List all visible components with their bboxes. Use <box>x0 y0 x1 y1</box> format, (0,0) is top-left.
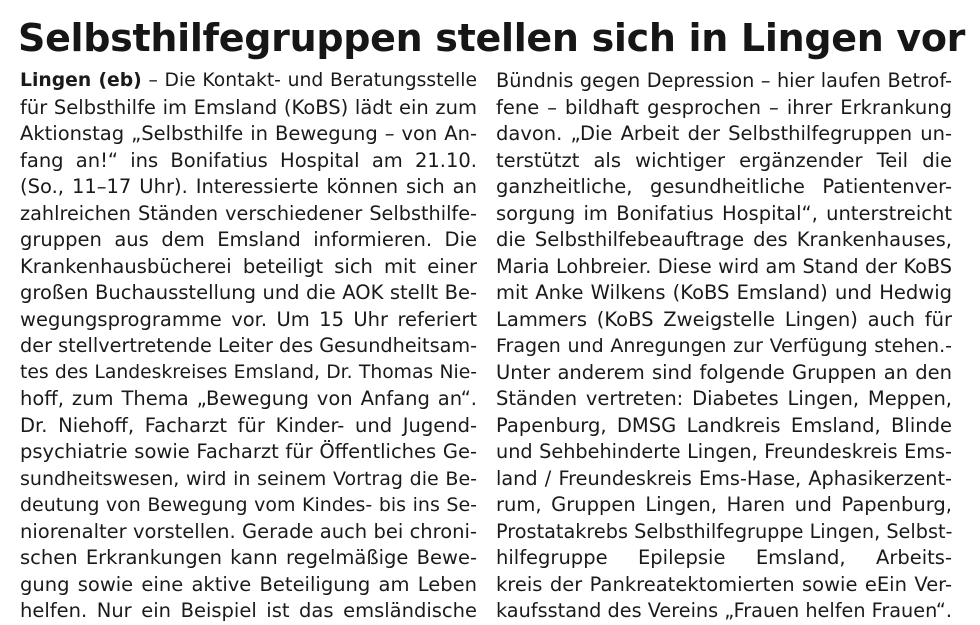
text-line: fene – bildhaft gesprochen – ihrer Erkrankung <box>496 95 952 119</box>
text-line: gruppen aus dem Emsland informieren. Die <box>20 228 477 251</box>
text-line: tes des Landeskreises Emsland, Dr. Thomas Nie- <box>20 361 477 383</box>
text-line: großen Buchausstellung und die AOK stellt Be- <box>20 281 477 304</box>
text-line: niorenalter vorstellen. Gerade auch bei chroni- <box>20 519 477 543</box>
text-line: rum, Gruppen Lingen, Haren und Papenburg, <box>496 493 952 516</box>
text-line: die Selbsthilfebeauftrage des Krankenhauses, <box>496 228 952 251</box>
text-line: (So., 11–17 Uhr). Interessierte können sich an <box>20 175 477 198</box>
text-line: Papenburg, DMSG Landkreis Emsland, Blinde <box>496 413 952 437</box>
text-line: deutung von Bewegung vom Kindes- bis ins Se- <box>20 494 477 516</box>
text-line: Krankenhausbücherei beteiligt sich mit einer <box>20 254 477 278</box>
text-line: land / Freundeskreis Ems-Hase, Aphasikerzent- <box>496 466 952 490</box>
text-line: und Sehbehinderte Lingen, Freundeskreis Ems- <box>496 440 952 463</box>
text-line: fang an!“ ins Bonifatius Hospital am 21.10. <box>20 148 477 172</box>
text-line: davon. „Die Arbeit der Selbsthilfegruppen un- <box>496 122 952 145</box>
text-line: für Selbsthilfe im Emsland (KoBS) lädt ein zum <box>20 95 477 119</box>
text-line: Maria Lohbreier. Diese wird am Stand der KoBS <box>496 254 952 278</box>
text-line: Lammers (KoBS Zweigstelle Lingen) auch für <box>496 307 952 331</box>
headline: Selbsthilfegruppen stellen sich in Lingen vor <box>18 16 966 60</box>
text-line <box>20 68 477 95</box>
text-line: kreis der Pankreatektomierten sowie eEin Ver- <box>496 572 952 596</box>
text-line: Fragen und Anregungen zur Verfügung stehen.- <box>496 335 952 357</box>
text-line: mit Anke Wilkens (KoBS Emsland) und Hedwig <box>496 281 952 304</box>
text-line: schen Erkrankungen kann regelmäßige Bewe- <box>20 546 477 569</box>
text-line: gung sowie eine aktive Beteiligung am Leben <box>20 572 477 596</box>
text-line: der stellvertretende Leiter des Gesundheitsam- <box>20 334 478 357</box>
text-line: ganzheitliche, gesundheitliche Patientenver- <box>496 175 952 198</box>
text-line: sorgung im Bonifatius Hospital“, unterstreicht <box>496 201 952 225</box>
text-line: Bündnis gegen Depression – hier laufen Betrof- <box>496 69 952 92</box>
right-column <box>496 68 952 625</box>
text-line: terstützt als wichtiger ergänzender Teil die <box>496 148 952 172</box>
text-line: Dr. Niehoff, Facharzt für Kinder- und Jugend- <box>20 413 477 437</box>
text-line: psychiatrie sowie Facharzt für Öffentliches Ge- <box>20 440 477 463</box>
text-line: helfen. Nur ein Beispiel ist das emsländische <box>20 599 477 622</box>
text-line: sundheitswesen, wird in seinem Vortrag die Be- <box>20 467 477 490</box>
text-line: zahlreichen Ständen verschiedener Selbsthilfe- <box>20 201 477 225</box>
text-line: hilfegruppe Epilepsie Emsland, Arbeits- <box>496 546 952 569</box>
text-line: Unter anderem sind folgende Gruppen an den <box>496 360 952 384</box>
text-line: wegungsprogramme vor. Um 15 Uhr referiert <box>20 307 477 331</box>
left-column <box>20 68 477 625</box>
text-line: Prostatakrebs Selbsthilfegruppe Lingen, Selbst- <box>496 519 953 543</box>
text-line-rest: – Die Kontakt- und Beratungsstelle <box>141 70 478 91</box>
text-line: Ständen vertreten: Diabetes Lingen, Meppen, <box>496 387 952 410</box>
dateline: Lingen (eb) <box>20 70 142 91</box>
text-line: kaufsstand des Vereins „Frauen helfen Frauen“. <box>496 599 952 622</box>
text-line: hoff, zum Thema „Bewegung von Anfang an“. <box>20 387 477 410</box>
text-line: Aktionstag „Selbsthilfe in Bewegung – von An- <box>20 122 477 145</box>
